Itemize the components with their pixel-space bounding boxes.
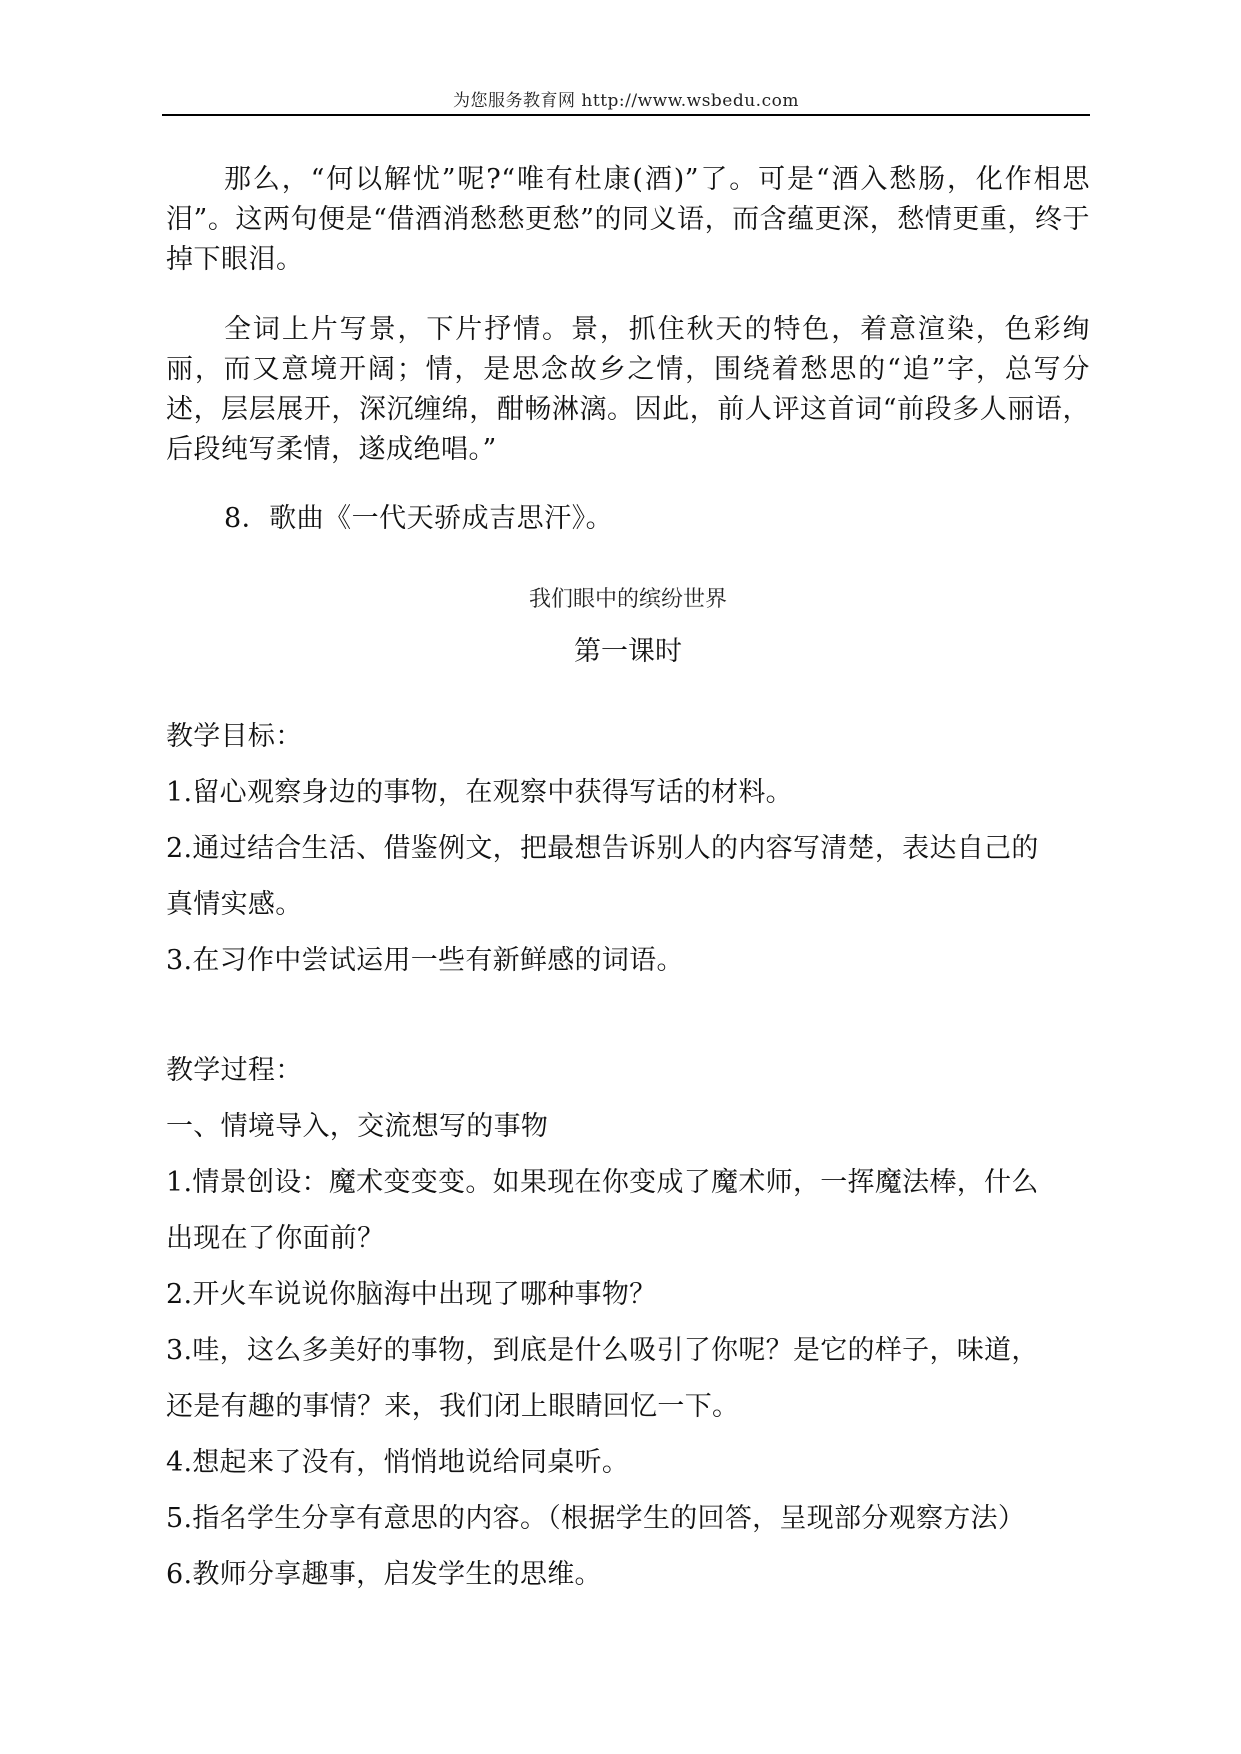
page-header: 为您服务教育网 http://www.wsbedu.com xyxy=(453,91,799,111)
text-line: 2.通过结合生活、借鉴例文，把最想告诉别人的内容写清楚，表达自己的 xyxy=(166,833,1039,864)
text-line: 3.在习作中尝试运用一些有新鲜感的词语。 xyxy=(166,945,684,976)
header-divider xyxy=(162,114,1090,116)
text-line: 1.情景创设：魔术变变变。如果现在你变成了魔术师，一挥魔法棒，什么 xyxy=(166,1167,1039,1198)
lesson-title: 第一课时 xyxy=(574,636,682,667)
text-line: 5.指名学生分享有意思的内容。（根据学生的回答，呈现部分观察方法） xyxy=(166,1503,1026,1534)
section-heading: 教学过程： xyxy=(166,1055,303,1086)
text-line: 还是有趣的事情？来，我们闭上眼睛回忆一下。 xyxy=(166,1391,740,1422)
paragraph: 全词上片写景，下片抒情。景，抓住秋天的特色，着意渲染，色彩绚丽，而又意境开阔；情，是思念故乡之情，围绕着愁思的“追”字，总写分述，层层展开，深沉缠绵，酣畅淋漓。因此，前人评这首词“前段多人丽语，后段纯写柔情，遂成绝唱。” xyxy=(166,314,1090,465)
text-line: 一、情境导入，交流想写的事物 xyxy=(166,1111,549,1142)
text-line: 1.留心观察身边的事物，在观察中获得写话的材料。 xyxy=(166,777,793,808)
text-line: 6.教师分享趣事，启发学生的思维。 xyxy=(166,1559,602,1590)
paragraph: 那么，“何以解忧”呢?“唯有杜康(酒)”了。可是“酒入愁肠，化作相思泪”。这两句便是“借酒消愁愁更愁”的同义语，而含蕴更深，愁情更重，终于掉下眼泪。 xyxy=(166,164,1090,275)
paragraph: 8．歌曲《一代天骄成吉思汗》。 xyxy=(224,503,614,534)
text-line: 2.开火车说说你脑海中出现了哪种事物？ xyxy=(166,1279,657,1310)
text-line: 4.想起来了没有，悄悄地说给同桌听。 xyxy=(166,1447,630,1478)
text-line: 真情实感。 xyxy=(166,889,303,920)
body-text xyxy=(166,160,1090,539)
text-line: 出现在了你面前？ xyxy=(166,1223,385,1254)
document-title: 我们眼中的缤纷世界 xyxy=(528,587,727,612)
text-line: 3.哇，这么多美好的事物，到底是什么吸引了你呢？是它的样子，味道， xyxy=(166,1335,1039,1366)
section-heading: 教学目标： xyxy=(166,721,303,752)
